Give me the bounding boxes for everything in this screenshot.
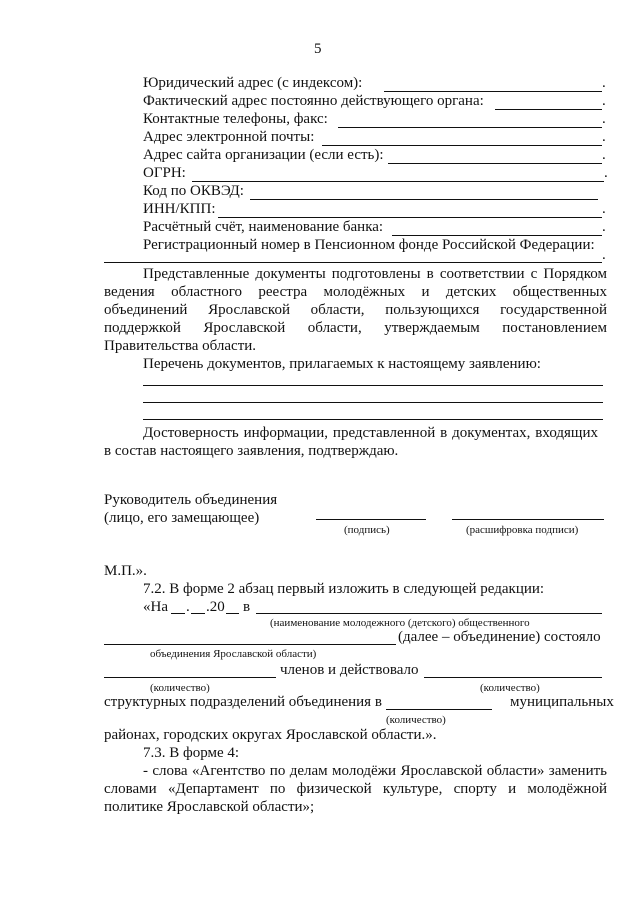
form4-line2: словами «Департамент по физической культуре, спорту и молодёжной — [104, 781, 607, 797]
actual-address-label: Фактический адрес постоянно действующего органа: — [143, 93, 484, 109]
form2-year-line — [226, 613, 239, 614]
form2-qty-1: (количество) — [150, 682, 210, 694]
website-line — [388, 163, 602, 164]
form2-month-line — [191, 613, 205, 614]
account-label: Расчётный счёт, наименование банка: — [143, 219, 384, 235]
form2-struct: структурных подразделений объединения в — [104, 694, 382, 710]
ogrn-line — [192, 181, 604, 182]
decode-caption: (расшифровка подписи) — [466, 524, 579, 536]
ogrn-dot: . — [604, 165, 608, 181]
email-dot: . — [602, 129, 606, 145]
docs-line-1 — [143, 385, 603, 386]
form2-day-line — [171, 613, 185, 614]
docs-line-2 — [143, 402, 603, 403]
para1-line2: ведения областного реестра молодёжных и детских общественных — [104, 284, 607, 300]
stamp-label: М.П.». — [104, 563, 147, 579]
form2-members: членов и действовало — [280, 662, 419, 678]
decode-line — [452, 519, 604, 520]
para1-line1: Представленные документы подготовлены в соответствии с Порядком — [143, 266, 607, 282]
phones-label: Контактные телефоны, факс: — [143, 111, 328, 127]
signature-line — [316, 519, 426, 520]
actual-address-line — [495, 109, 602, 110]
form2-v: в — [243, 599, 251, 615]
phones-line — [338, 127, 602, 128]
para1-line4: поддержкой Ярославской области, утверждаемым постановлением — [104, 320, 607, 336]
pension-label: Регистрационный номер в Пенсионном фонде Российской Федерации: — [143, 237, 595, 253]
docs-line-3 — [143, 419, 603, 420]
para1-line3: объединений Ярославской области, пользующихся государственной — [104, 302, 607, 318]
form2-after-name: (далее – объединение) состояло — [398, 629, 601, 645]
legal-address-label: Юридический адрес (с индексом): — [143, 75, 363, 91]
deputy-label: (лицо, его замещающее) — [104, 510, 260, 526]
website-dot: . — [602, 147, 606, 163]
inn-dot: . — [602, 201, 606, 217]
form2-na: «На — [143, 599, 168, 615]
form2-members-line — [104, 677, 276, 678]
form2-districts: районах, городских округах Ярославской области.». — [104, 727, 437, 743]
form4-line1: - слова «Агентство по делам молодёжи Ярославской области» заменить — [143, 763, 607, 779]
form2-qty-2: (количество) — [480, 682, 540, 694]
signature-caption: (подпись) — [344, 524, 390, 536]
pension-line — [104, 262, 602, 263]
legal-address-dot: . — [602, 75, 606, 91]
form2-dot: . — [186, 599, 190, 615]
form2-struct-count-line — [424, 677, 602, 678]
form4-intro: 7.3. В форме 4: — [143, 745, 240, 761]
account-dot: . — [602, 219, 606, 235]
ogrn-label: ОГРН: — [143, 165, 186, 181]
pension-dot: . — [602, 247, 606, 263]
okved-label: Код по ОКВЭД: — [143, 183, 244, 199]
actual-address-dot: . — [602, 93, 606, 109]
page-number: 5 — [314, 41, 322, 57]
okved-line — [250, 199, 598, 200]
form2-caption-region: объединения Ярославской области) — [150, 648, 317, 660]
phones-dot: . — [602, 111, 606, 127]
form2-intro: 7.2. В форме 2 абзац первый изложить в следующей редакции: — [143, 581, 545, 597]
form4-line3: политике Ярославской области»; — [104, 799, 315, 815]
form2-municipal: муниципальных — [510, 694, 614, 710]
para1-line5: Правительства области. — [104, 338, 257, 354]
form2-municipal-count-line — [386, 709, 492, 710]
form2-caption-name: (наименование молодежного (детского) общественного — [270, 617, 530, 629]
inn-label: ИНН/КПП: — [143, 201, 216, 217]
para2-line2: в состав настоящего заявления, подтверждаю. — [104, 443, 399, 459]
docs-list-label: Перечень документов, прилагаемых к настоящему заявлению: — [143, 356, 541, 372]
form2-year: .20 — [206, 599, 225, 615]
website-label: Адрес сайта организации (если есть): — [143, 147, 384, 163]
form2-qty-3: (количество) — [386, 714, 446, 726]
para2-line1: Достоверность информации, представленной в документах, входящих — [143, 425, 598, 441]
email-label: Адрес электронной почты: — [143, 129, 315, 145]
head-label: Руководитель объединения — [104, 492, 278, 508]
